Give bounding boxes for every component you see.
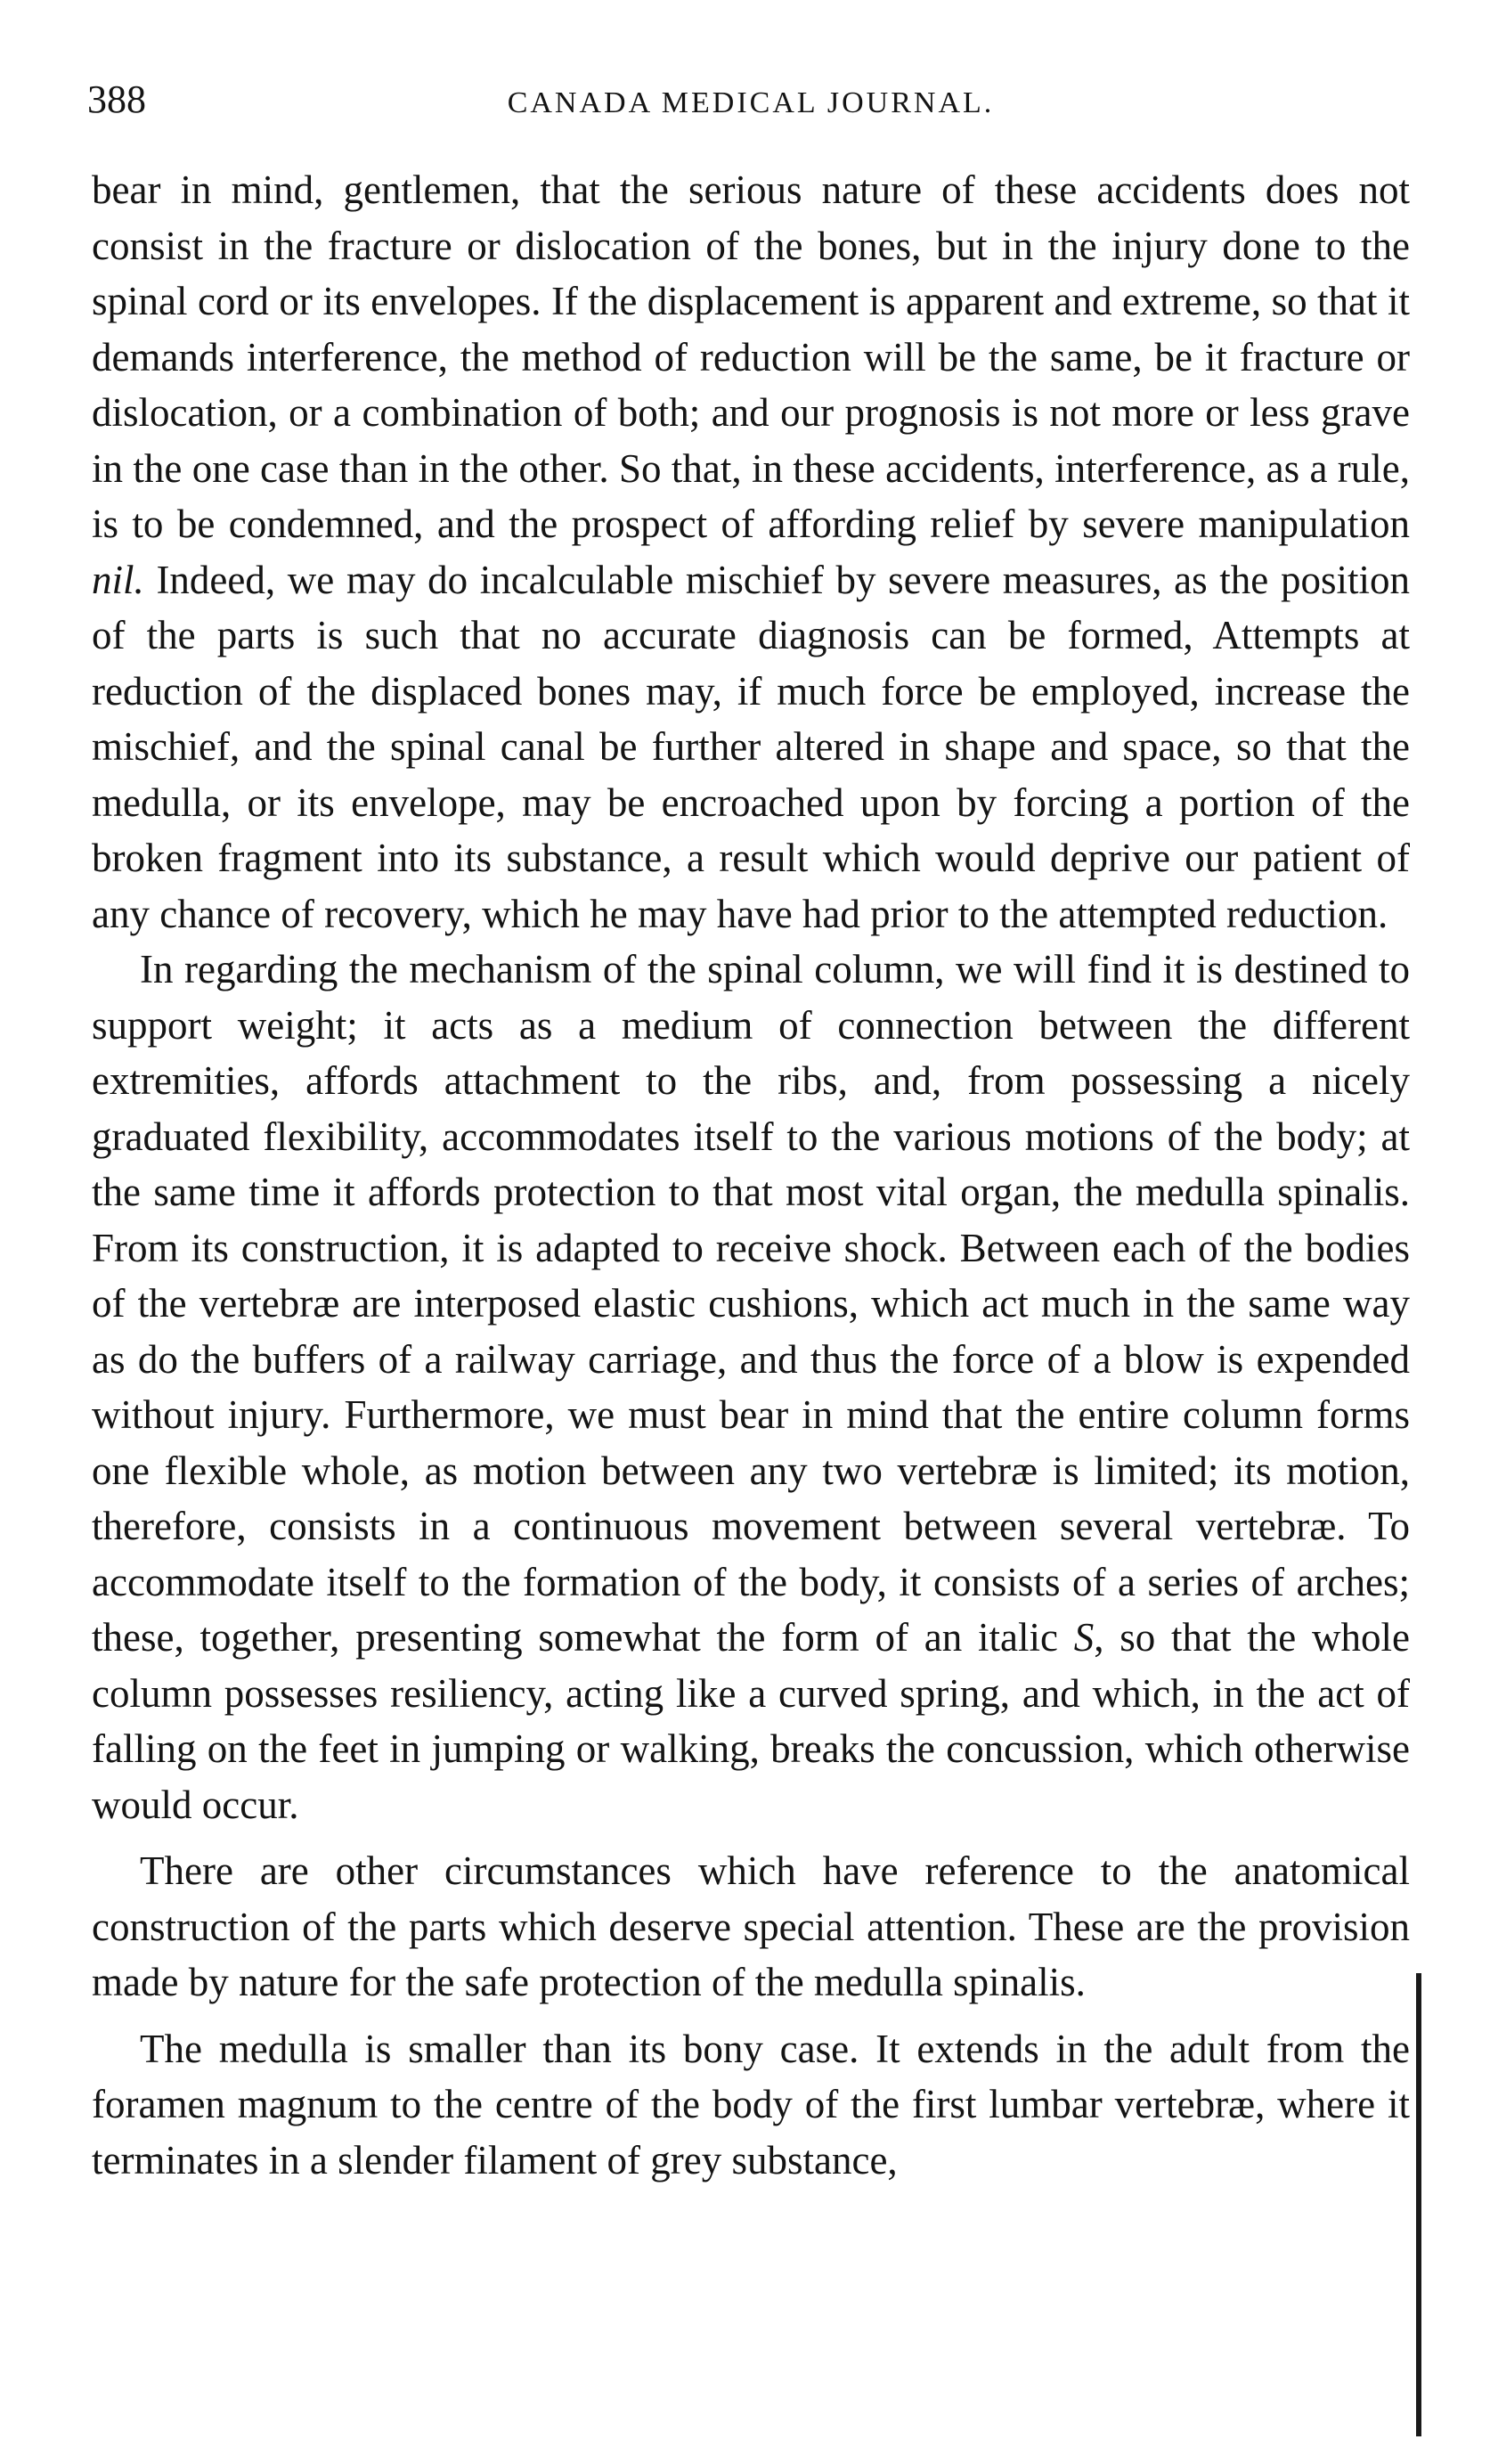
paragraph (92, 162, 1410, 942)
paragraph (92, 1843, 1410, 2011)
paragraph (92, 2021, 1410, 2189)
italic-letter: S (1073, 1615, 1095, 1660)
italic-word: nil. (92, 557, 144, 602)
paragraph-text: There are other circumstances which have reference to the anatomical construction of the parts which deserve special attention. These are the provision made by nature for the safe protection of the medulla spinalis. (92, 1848, 1410, 2004)
paragraph-text: Indeed, we may do incalculable mischief by severe measures, as the position of the parts is such that no accurate diagnosis can be formed, Attempts at reduction of the displaced bones may, if much force be employed, increase the mischief, and the spinal canal be further altered in shape and space, so that the medulla, or its envelope, may be encroached upon by forcing a portion of the broken fragment into its substance, a result which would deprive our patient of any chance of recovery, which he may have had prior to the attempted reduction. (92, 557, 1410, 936)
paragraph-text: , so that the whole column possesses resiliency, acting like a curved spring, and which, in the act of falling on the feet in jumping or walking, breaks the concussion, which otherwise would occur. (92, 1615, 1410, 1827)
paragraph-text: The medulla is smaller than its bony case. It extends in the adult from the foramen magnum to the centre of the body of the first lumbar vertebræ, where it terminates in a slender filament of grey substance, (92, 2026, 1410, 2183)
article-body (92, 162, 1410, 2188)
page-header (87, 73, 1414, 126)
paragraph-text: bear in mind, gentlemen, that the serious nature of these accidents does not consist in the fracture or dislocation of the bones, but in the injury done to the spinal cord or its envelopes. If the displacement is apparent and extreme, so that it demands interference, the method of reduction will be the same, be it fracture or dislocation, or a combination of both; and our prognosis is not more or less grave in the one case than in the other. So that, in these accidents, interference, as a rule, is to be condemned, and the prospect of affording relief by severe manipulation (92, 167, 1410, 546)
paragraph-text: In regarding the mechanism of the spinal column, we will find it is destined to support weight; it acts as a medium of connection between the different extremities, affords attachment to the ribs, and, from possessing a nicely graduated flexibility, accommodates itself to the various motions of the body; at the same time it affords protection to that most vital organ, the medulla spinalis. From its construction, it is adapted to receive shock. Between each of the bodies of the vertebræ are interposed elastic cushions, which act much in the same way as do the buffers of a railway carriage, and thus the force of a blow is expended without injury. Furthermore, we must bear in mind that the entire column forms one flexible whole, as motion between any two vertebræ is limited; its motion, therefore, consists in a continuous movement between several vertebræ. To accommodate itself to the formation of the body, it consists of a series of arches; these, together, presenting somewhat the form of an italic (92, 947, 1410, 1660)
paragraph (92, 942, 1410, 1832)
page-number: 388 (87, 78, 146, 121)
running-title: CANADA MEDICAL JOURNAL. (507, 86, 995, 119)
margin-scan-edge (1416, 1973, 1421, 2436)
